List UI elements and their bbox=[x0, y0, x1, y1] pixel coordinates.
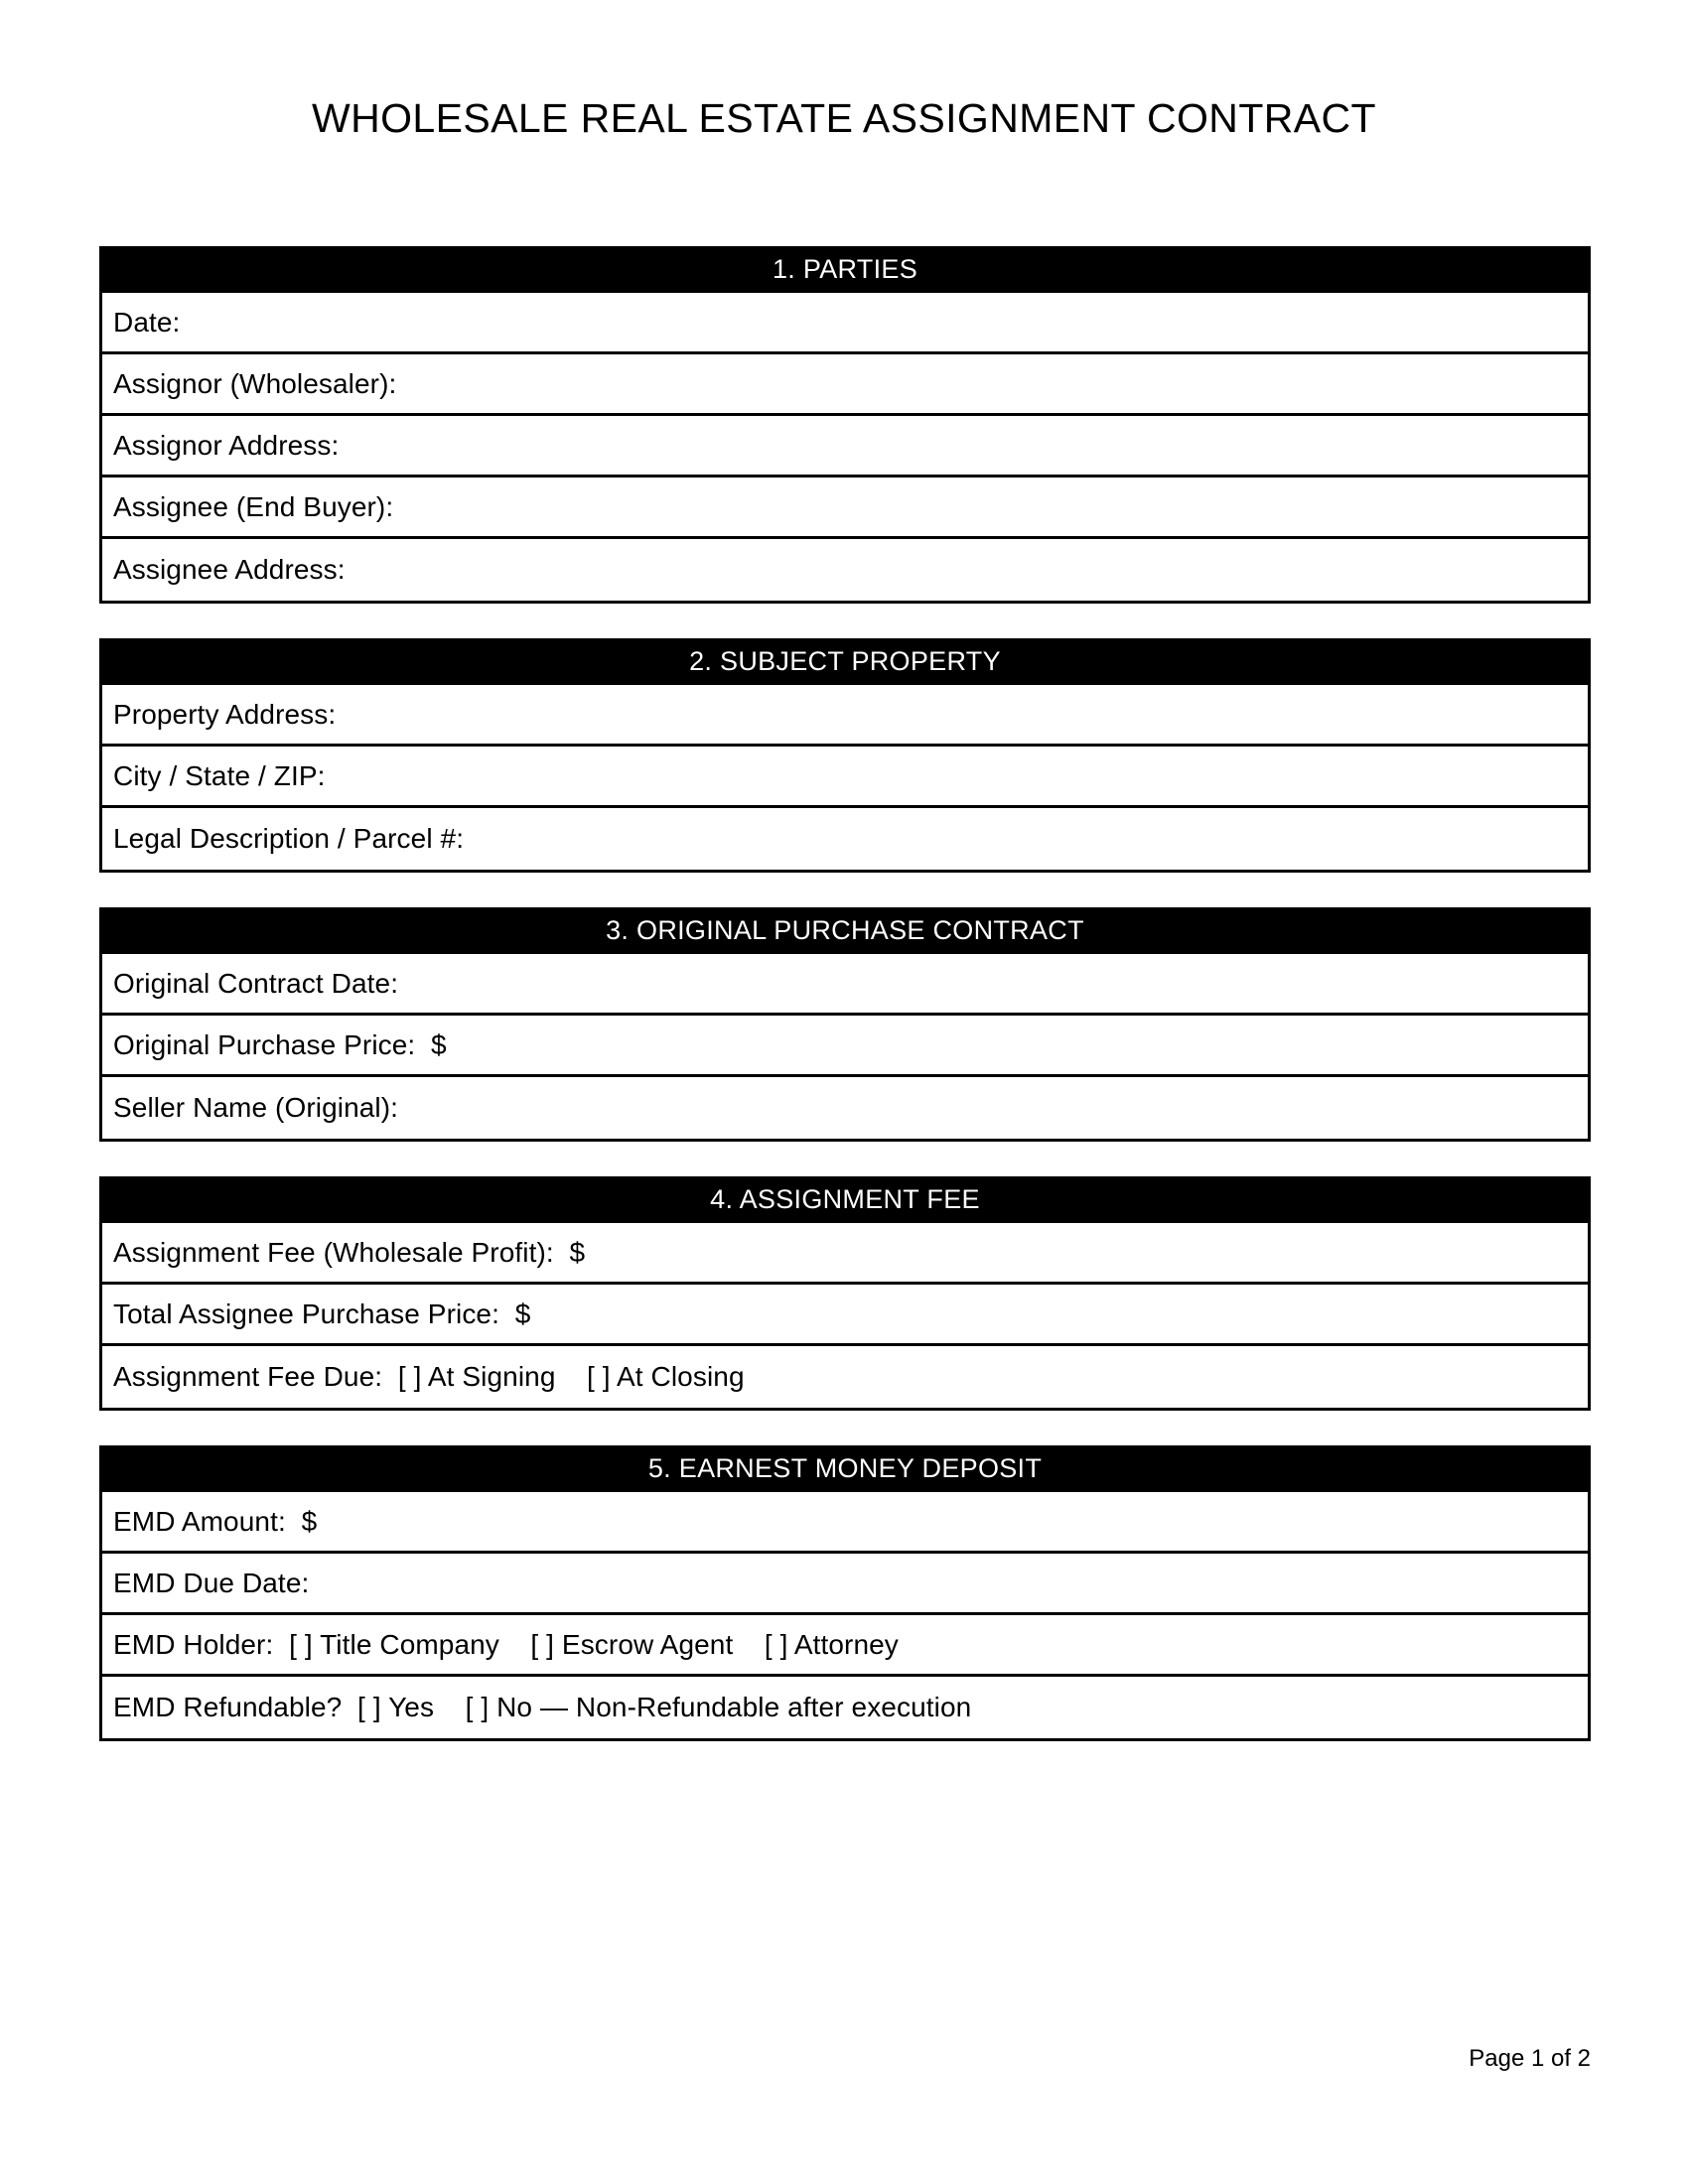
section-rows bbox=[99, 1223, 1591, 1411]
page-footer: Page 1 of 2 bbox=[1469, 2045, 1591, 2072]
form-field-row[interactable] bbox=[102, 1285, 1588, 1346]
contract-section bbox=[99, 1445, 1591, 1741]
contract-section bbox=[99, 246, 1591, 604]
contract-section bbox=[99, 638, 1591, 873]
form-field-label: Seller Name (Original): bbox=[113, 1092, 399, 1123]
form-field-row[interactable] bbox=[102, 1492, 1588, 1554]
form-field-label: Original Contract Date: bbox=[113, 967, 399, 999]
section-header: 5. EARNEST MONEY DEPOSIT bbox=[99, 1445, 1591, 1492]
form-field-label: Assignment Fee (Wholesale Profit): $ bbox=[113, 1236, 586, 1268]
section-header: 4. ASSIGNMENT FEE bbox=[99, 1176, 1591, 1223]
form-field-label: Original Purchase Price: $ bbox=[113, 1028, 447, 1060]
form-field-row[interactable] bbox=[102, 747, 1588, 808]
form-field-label: EMD Due Date: bbox=[113, 1567, 310, 1598]
form-field-row[interactable] bbox=[102, 416, 1588, 478]
section-rows bbox=[99, 1492, 1591, 1741]
form-field-row[interactable] bbox=[102, 354, 1588, 416]
form-field-label: Total Assignee Purchase Price: $ bbox=[113, 1297, 531, 1329]
form-field-row[interactable] bbox=[102, 539, 1588, 601]
section-header: 1. PARTIES bbox=[99, 246, 1591, 293]
form-field-label: EMD Refundable? [ ] Yes [ ] No — Non-Refundable after execution bbox=[113, 1692, 972, 1722]
contract-sections bbox=[99, 246, 1591, 1741]
form-field-row[interactable] bbox=[102, 808, 1588, 870]
page-title: WHOLESALE REAL ESTATE ASSIGNMENT CONTRACT bbox=[312, 95, 1376, 141]
form-field-label: Assignee (End Buyer): bbox=[113, 490, 394, 522]
form-field-row[interactable] bbox=[102, 1615, 1588, 1677]
section-header: 3. ORIGINAL PURCHASE CONTRACT bbox=[99, 907, 1591, 954]
form-field-label: Property Address: bbox=[113, 698, 337, 730]
form-field-row[interactable] bbox=[102, 293, 1588, 354]
form-field-label: EMD Holder: [ ] Title Company [ ] Escrow Agent [ ] Attorney bbox=[113, 1628, 899, 1660]
form-field-row[interactable] bbox=[102, 685, 1588, 747]
form-field-label: Assignee Address: bbox=[113, 554, 346, 585]
form-field-label: Assignment Fee Due: [ ] At Signing [ ] At Closing bbox=[113, 1361, 745, 1392]
form-field-row[interactable] bbox=[102, 1346, 1588, 1408]
form-field-row[interactable] bbox=[102, 954, 1588, 1016]
section-rows bbox=[99, 293, 1591, 604]
form-field-label: EMD Amount: $ bbox=[113, 1505, 318, 1537]
form-field-label: Date: bbox=[113, 306, 181, 338]
form-field-label: Assignor (Wholesaler): bbox=[113, 367, 397, 399]
form-field-label: Assignor Address: bbox=[113, 429, 340, 461]
form-field-label: Legal Description / Parcel #: bbox=[113, 823, 465, 854]
contract-section bbox=[99, 1176, 1591, 1411]
form-field-row[interactable] bbox=[102, 1554, 1588, 1615]
form-field-label: City / State / ZIP: bbox=[113, 759, 326, 791]
section-rows bbox=[99, 685, 1591, 873]
section-header: 2. SUBJECT PROPERTY bbox=[99, 638, 1591, 685]
form-field-row[interactable] bbox=[102, 1077, 1588, 1139]
form-field-row[interactable] bbox=[102, 1677, 1588, 1738]
form-field-row[interactable] bbox=[102, 1016, 1588, 1077]
form-field-row[interactable] bbox=[102, 1223, 1588, 1285]
contract-section bbox=[99, 907, 1591, 1142]
form-field-row[interactable] bbox=[102, 478, 1588, 539]
section-rows bbox=[99, 954, 1591, 1142]
